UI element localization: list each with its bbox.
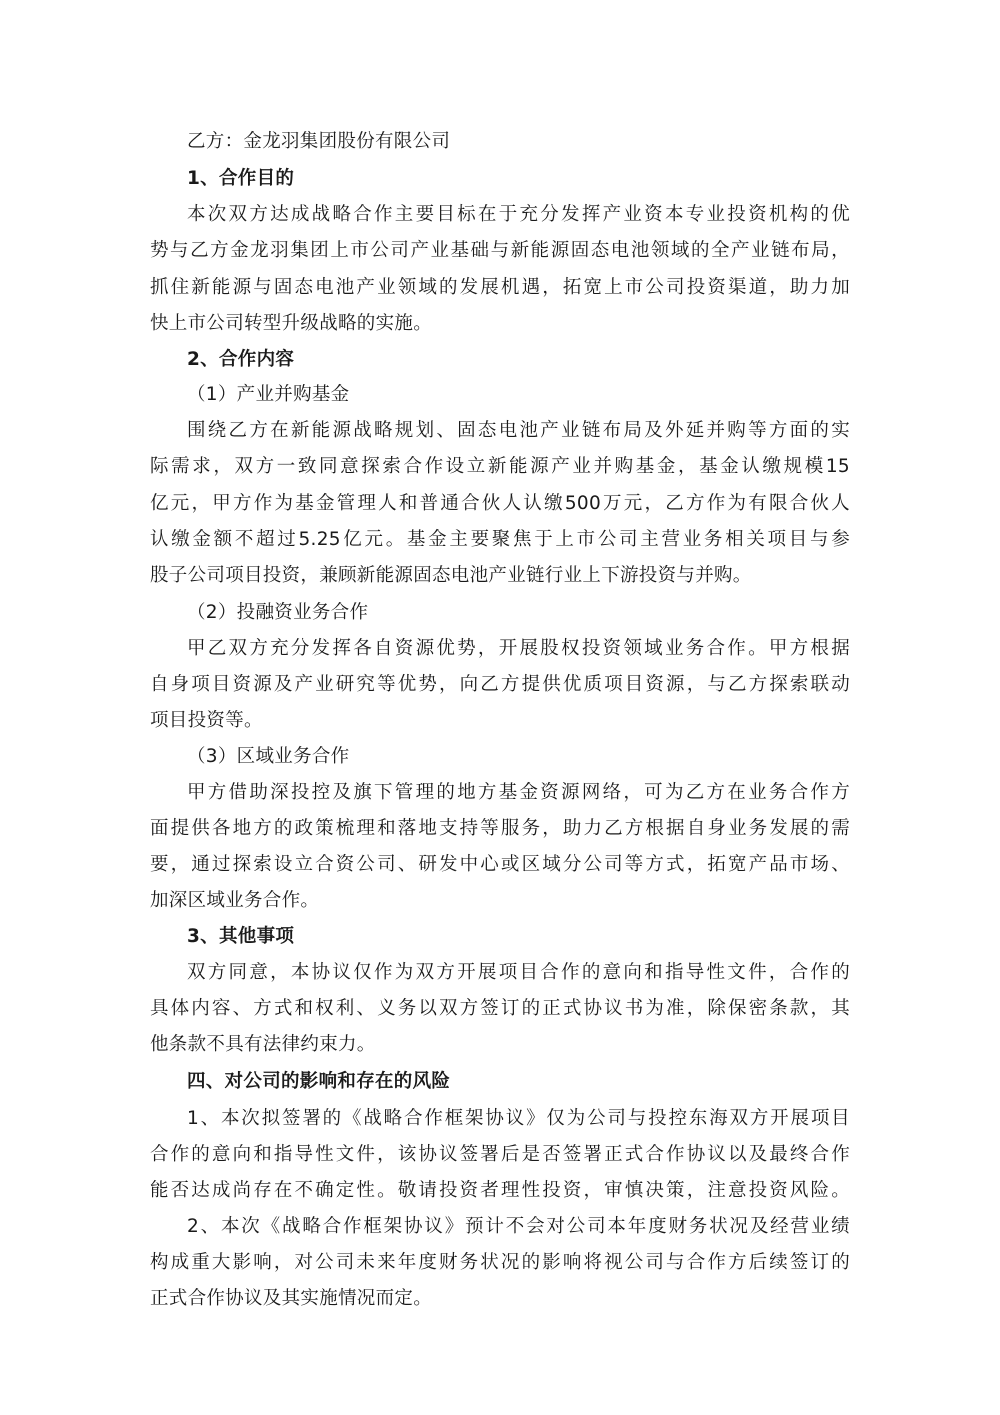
section-1-line: 势与乙方金龙羽集团上市公司产业基础与新能源固态电池领域的全产业链布局， [150,240,850,261]
section-4-para-1-line: 1、本次拟签署的《战略合作框架协议》仅为公司与投控东海双方开展项目 [187,1108,850,1129]
sub-2-line: 甲乙双方充分发挥各自资源优势，开展股权投资领域业务合作。甲方根据 [187,638,850,659]
sub-1-line: 围绕乙方在新能源战略规划、固态电池产业链布局及外延并购等方面的实 [187,420,850,441]
section-4-para-1-line: 能否达成尚存在不确定性。敬请投资者理性投资，审慎决策，注意投资风险。 [150,1180,850,1201]
section-1-line: 本次双方达成战略合作主要目标在于充分发挥产业资本专业投资机构的优 [187,204,850,225]
section-4-heading: 四、对公司的影响和存在的风险 [187,1071,451,1092]
section-1-line: 抓住新能源与固态电池产业领域的发展机遇，拓宽上市公司投资渠道，助力加 [150,277,850,298]
sub-3-line: 要，通过探索设立合资公司、研发中心或区域分公司等方式，拓宽产品市场、 [150,854,850,875]
section-4-para-2-line: 构成重大影响，对公司未来年度财务状况的影响将视公司与合作方后续签订的 [150,1252,850,1273]
section-1-heading: 1、合作目的 [187,168,295,189]
sub-3-line: 面提供各地方的政策梳理和落地支持等服务，助力乙方根据自身业务发展的需 [150,818,850,839]
section-1-line: 快上市公司转型升级战略的实施。 [150,313,433,334]
section-4-para-1-line: 合作的意向和指导性文件，该协议签署后是否签署正式合作协议以及最终合作 [150,1144,850,1165]
section-4-para-2-line: 2、本次《战略合作框架协议》预计不会对公司本年度财务状况及经营业绩 [187,1216,850,1237]
sub-3-line: 加深区域业务合作。 [150,890,320,911]
sub-1-line: 股子公司项目投资，兼顾新能源固态电池产业链行业上下游投资与并购。 [150,565,752,586]
section-2-heading: 2、合作内容 [187,349,295,370]
sub-1-line: 际需求，双方一致同意探索合作设立新能源产业并购基金，基金认缴规模15 [150,456,850,477]
sub-3-line: 甲方借助深投控及旗下管理的地方基金资源网络，可为乙方在业务合作方 [187,782,850,803]
party-b-line: 乙方：金龙羽集团股份有限公司 [187,131,451,152]
section-4-para-2-line: 正式合作协议及其实施情况而定。 [150,1288,433,1309]
sub-2-line: 自身项目资源及产业研究等优势，向乙方提供优质项目资源，与乙方探索联动 [150,674,850,695]
section-3-line: 具体内容、方式和权利、义务以双方签订的正式协议书为准，除保密条款，其 [150,998,850,1019]
sub-1-line: 亿元，甲方作为基金管理人和普通合伙人认缴500万元，乙方作为有限合伙人 [150,493,850,514]
section-3-line: 他条款不具有法律约束力。 [150,1034,376,1055]
section-3-heading: 3、其他事项 [187,926,295,947]
sub-1-line: 认缴金额不超过5.25亿元。基金主要聚焦于上市公司主营业务相关项目与参 [150,529,850,550]
sub-2-title: （2）投融资业务合作 [187,602,369,623]
sub-3-title: （3）区域业务合作 [187,746,350,767]
sub-2-line: 项目投资等。 [150,710,263,731]
sub-1-title: （1）产业并购基金 [187,384,350,405]
section-3-line: 双方同意，本协议仅作为双方开展项目合作的意向和指导性文件，合作的 [187,962,850,983]
